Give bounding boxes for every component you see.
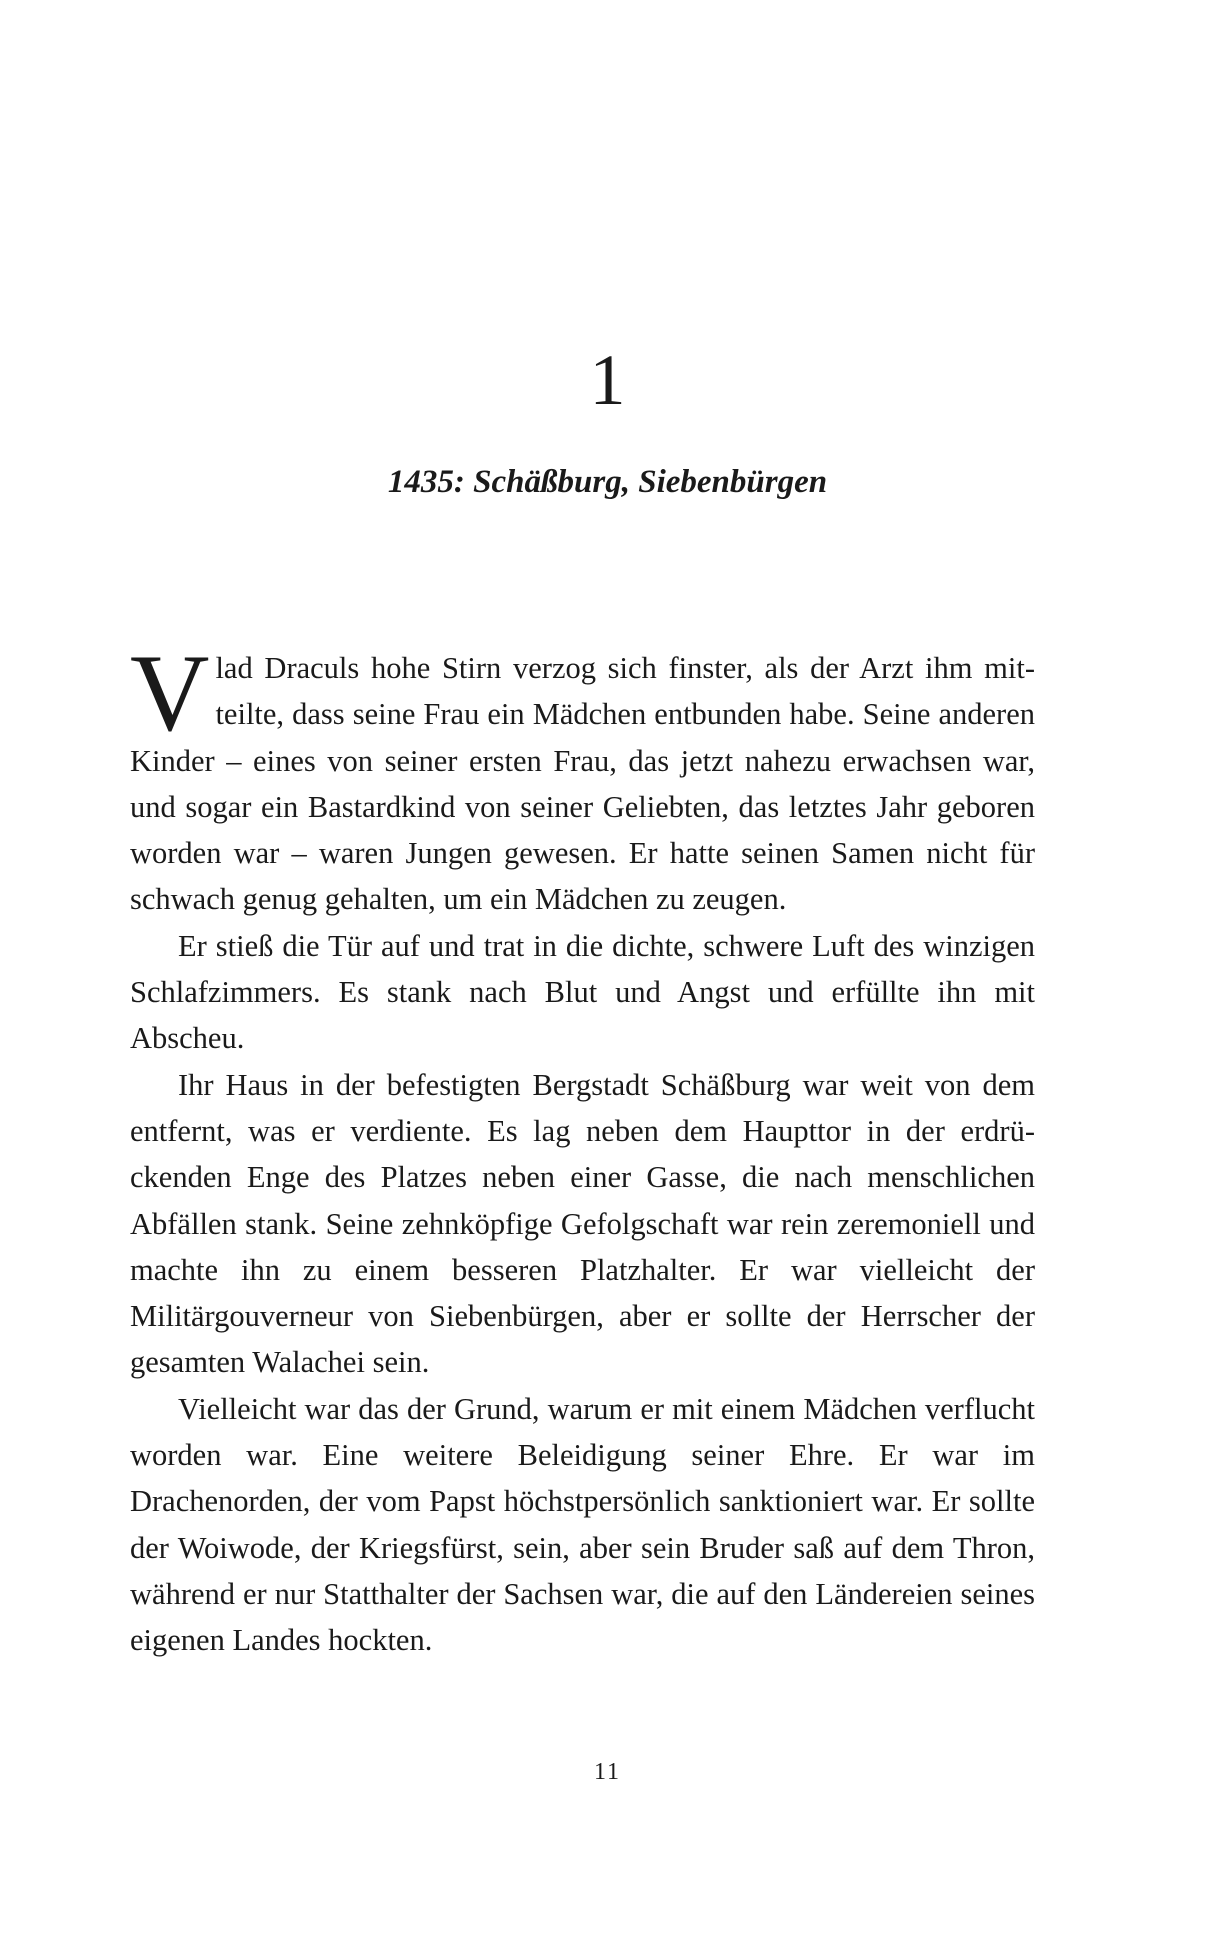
chapter-subtitle: 1435: Schäßburg, Siebenbürgen — [387, 464, 828, 500]
paragraph — [130, 632, 1035, 923]
chapter-number: 1 — [589, 340, 626, 420]
page-number: 11 — [593, 1759, 622, 1785]
paragraph-text: lad Draculs hohe Stirn verzog sich finster, als der Arzt ihm mitteilte, dass seine Frau ein Mädchen entbunden habe. Seine anderen Kinder – eines von seiner ersten Frau, das jetzt nahezu erwachsen war, und sogar ein Bastardkind von seiner Geliebten, das letztes Jahr geboren worden war – waren Jungen gewesen. Er hatte seinen Samen nicht für schwach genug gehalten, um ein Mädchen zu zeugen. — [130, 651, 1035, 917]
paragraph: Vielleicht war das der Grund, warum er mit einem Mädchen verflucht worden war. Eine weitere Beleidigung seiner Ehre. Er war im Drachenorden, der vom Papst höchstpersönlich sanktioniert war. Er sollte der Woiwode, der Kriegsfürst, sein, aber sein Bruder saß auf dem Thron, während er nur Statthalter der Sachsen war, die auf den Ländereien seines eigenen Landes hockten. — [130, 1391, 1035, 1658]
paragraph: Ihr Haus in der befestigten Bergstadt Schäßburg war weit von dem entfernt, was er verdiente. Es lag neben dem Haupttor in der erdrückenden Enge des Platzes neben einer Gasse, die nach menschlichen Abfällen stank. Seine zehnköpfige Gefolgschaft war rein zeremoniell und machte ihn zu einem besseren Platzhalter. Er war vielleicht der Militärgouverneur von Siebenbürgen, aber er sollte der Herrscher der gesamten Walachei sein. — [130, 1067, 1035, 1380]
drop-cap: V — [130, 632, 210, 754]
paragraph: Er stieß die Tür auf und trat in die dichte, schwere Luft des winzigen Schlafzimmers. Es stank nach Blut und Angst und erfüllte ihn mit Abscheu. — [130, 928, 1035, 1056]
body-text — [130, 632, 1035, 1664]
